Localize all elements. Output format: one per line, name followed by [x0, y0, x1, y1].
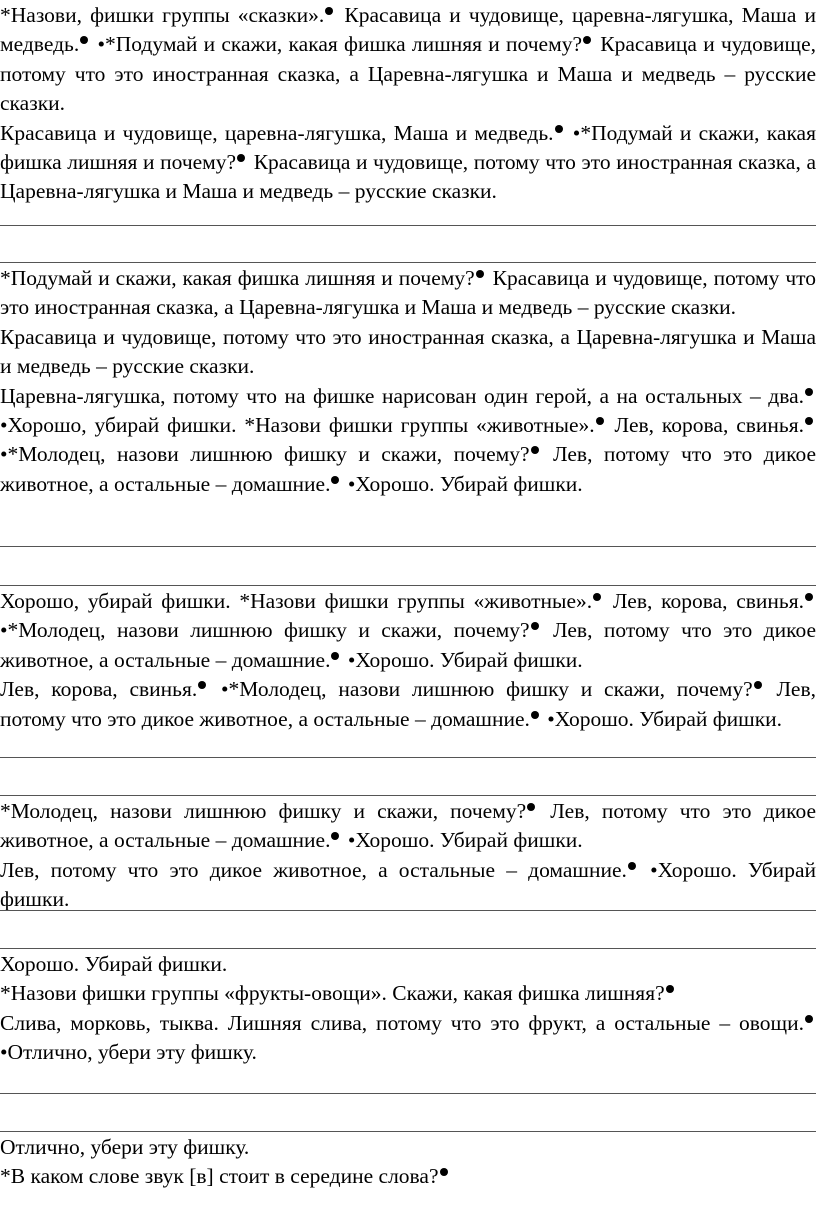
- divider-line: [0, 585, 816, 586]
- paragraph-text: Красавица и чудовище, потому что это иностранная сказка, а Царевна-лягушка и Маша и медведь – русские сказки.: [0, 150, 816, 204]
- paragraph-text: •Хорошо. Убирай фишки.: [541, 706, 783, 731]
- paragraph-text: •Хорошо. Убирай фишки.: [342, 647, 583, 672]
- bullet-dot-icon: [593, 593, 601, 601]
- bullet-dot-icon: [331, 652, 339, 660]
- bullet-dot-icon: [531, 446, 539, 454]
- paragraph-text: •Хорошо, убирай фишки. *Назови фишки группы «животные».: [0, 413, 595, 438]
- bullet-dot-icon: [596, 417, 604, 425]
- bullet-dot-icon: [805, 1015, 813, 1023]
- paragraph-text: •*Подумай и скажи, какая фишка лишняя и почему?: [0, 120, 816, 175]
- paragraph-text: Красавица и чудовище, потому что это иностранная сказка, а Царевна-лягушка и Маша и медведь – русские сказки.: [0, 266, 816, 320]
- divider-line: [0, 795, 816, 796]
- bullet-dot-icon: [237, 154, 245, 162]
- paragraph: [0, 587, 816, 675]
- divider-line: [0, 262, 816, 263]
- bullet-dot-icon: [531, 711, 539, 719]
- paragraph: [0, 950, 816, 979]
- paragraph-text: Лев, потому что это дикое животное, а остальные – домашние.: [0, 442, 816, 496]
- paragraph-text: •*Молодец, назови лишнюю фишку и скажи, почему?: [209, 677, 753, 702]
- paragraph: [0, 675, 816, 734]
- paragraph: [0, 797, 816, 856]
- text-block: [0, 587, 816, 734]
- bullet-dot-icon: [527, 803, 535, 811]
- divider-line: [0, 910, 816, 911]
- paragraph-text: Лев, потому что это дикое животное, а остальные – домашние.: [0, 799, 816, 853]
- paragraph-text: Хорошо. Убирай фишки.: [0, 952, 228, 976]
- bullet-dot-icon: [531, 622, 539, 630]
- bullet-dot-icon: [583, 36, 591, 44]
- paragraph-text: Лев, потому что это дикое животное, а остальные – домашние.: [0, 857, 627, 882]
- bullet-dot-icon: [805, 417, 813, 425]
- bullet-dot-icon: [80, 36, 88, 44]
- paragraph-text: Слива, морковь, тыква. Лишняя слива, потому что это фрукт, а остальные – овощи.: [0, 1010, 804, 1035]
- text-block: [0, 797, 816, 915]
- bullet-dot-icon: [476, 270, 484, 278]
- bullet-dot-icon: [440, 1168, 448, 1176]
- paragraph-text: *Назови, фишки группы «сказки».: [0, 3, 325, 27]
- paragraph: [0, 856, 816, 915]
- paragraph-text: *В каком слове звук [в] стоит в середине слова?: [0, 1164, 439, 1189]
- paragraph-text: Лев, корова, свинья.: [604, 589, 804, 613]
- paragraph-text: Лев, корова, свинья.: [0, 677, 198, 702]
- paragraph-text: •Отлично, убери эту фишку.: [0, 1040, 257, 1065]
- divider-line: [0, 225, 816, 226]
- paragraph-text: Лев, корова, свинья.: [606, 413, 804, 438]
- paragraph: [0, 382, 816, 500]
- divider-line: [0, 546, 816, 547]
- divider-line: [0, 948, 816, 949]
- paragraph: [0, 1009, 816, 1068]
- paragraph-text: *Назови фишки группы «фрукты-овощи». Скажи, какая фишка лишняя?: [0, 981, 665, 1006]
- bullet-dot-icon: [666, 985, 674, 993]
- bullet-dot-icon: [805, 388, 813, 396]
- paragraph-text: •*Молодец, назови лишнюю фишку и скажи, почему?: [0, 618, 530, 643]
- bullet-dot-icon: [331, 832, 339, 840]
- paragraph: [0, 323, 816, 382]
- paragraph: [0, 979, 816, 1008]
- bullet-dot-icon: [628, 862, 636, 870]
- divider-line: [0, 1093, 816, 1094]
- paragraph-text: *Молодец, назови лишнюю фишку и скажи, почему?: [0, 799, 527, 823]
- bullet-dot-icon: [198, 681, 206, 689]
- paragraph-text: •Хорошо. Убирай фишки.: [342, 471, 583, 496]
- paragraph-text: Красавица и чудовище, потому что это иностранная сказка, а Царевна-лягушка и Маша и медведь – русские сказки.: [0, 32, 816, 116]
- paragraph: [0, 264, 816, 323]
- text-block: [0, 950, 816, 1068]
- bullet-dot-icon: [555, 125, 563, 133]
- paragraph-text: •*Молодец, назови лишнюю фишку и скажи, почему?: [0, 442, 530, 467]
- paragraph-text: Лев, потому что это дикое животное, а остальные – домашние.: [0, 677, 816, 731]
- paragraph-text: Красавица и чудовище, царевна-лягушка, Маша и медведь.: [0, 120, 554, 145]
- text-block: [0, 1, 816, 207]
- paragraph-text: *Подумай и скажи, какая фишка лишняя и почему?: [0, 266, 475, 290]
- bullet-dot-icon: [331, 476, 339, 484]
- paragraph: [0, 1, 816, 119]
- paragraph-text: Красавица и чудовище, царевна-лягушка, Маша и медведь.: [0, 3, 816, 57]
- bullet-dot-icon: [754, 681, 762, 689]
- paragraph-text: Хорошо, убирай фишки. *Назови фишки группы «животные».: [0, 589, 593, 613]
- paragraph-text: Красавица и чудовище, потому что это иностранная сказка, а Царевна-лягушка и Маша и медведь – русские сказки.: [0, 324, 816, 379]
- paragraph-text: •Хорошо. Убирай фишки.: [0, 857, 816, 912]
- divider-line: [0, 1131, 816, 1132]
- bullet-dot-icon: [325, 7, 333, 15]
- paragraph: [0, 119, 816, 207]
- text-block: [0, 1133, 816, 1192]
- paragraph: [0, 1133, 816, 1162]
- paragraph-text: •Хорошо. Убирай фишки.: [342, 828, 583, 853]
- divider-line: [0, 757, 816, 758]
- text-block: [0, 264, 816, 499]
- paragraph-text: Царевна-лягушка, потому что на фишке нарисован один герой, а на остальных – два.: [0, 383, 804, 408]
- bullet-dot-icon: [805, 593, 813, 601]
- paragraph-text: •*Подумай и скажи, какая фишка лишняя и почему?: [91, 32, 582, 57]
- paragraph-text: Лев, потому что это дикое животное, а остальные – домашние.: [0, 618, 816, 672]
- paragraph-text: Отлично, убери эту фишку.: [0, 1135, 250, 1159]
- paragraph: [0, 1162, 816, 1191]
